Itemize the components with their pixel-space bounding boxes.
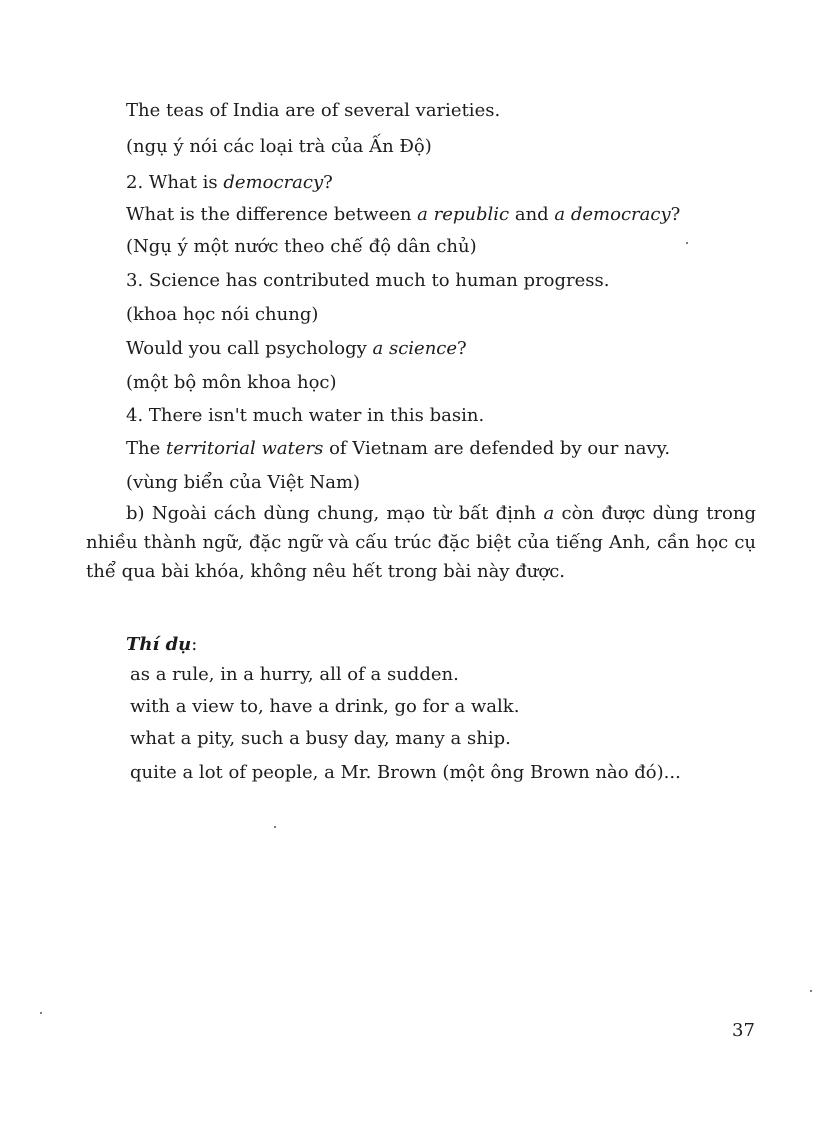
text-line-11 [126,438,670,459]
text-line-3-post: ? [323,172,333,193]
text-line-8-pre: Would you call psychology [126,338,373,359]
example-label-colon: : [191,634,198,655]
scan-speck [40,1012,42,1014]
paragraph-b-pre: b) Ngoài cách dùng chung, mạo từ bất định [126,503,544,524]
paragraph-b [86,499,756,586]
term-a-science: a science [372,338,458,359]
text-line-8-post: ? [457,338,467,359]
text-line-4 [126,204,680,225]
text-line-11-pre: The [126,438,166,459]
text-line-9: (một bộ môn khoa học) [126,372,337,393]
text-line-4-post: ? [670,204,681,225]
text-line-3 [126,172,333,193]
example-line-2: with a view to, have a drink, go for a walk. [130,696,520,717]
text-line-11-post: of Vietnam are defended by our navy. [323,438,671,459]
scan-speck [274,826,276,828]
text-line-2: (ngụ ý nói các loại trà của Ấn Độ) [126,136,432,157]
paragraph-b-post: còn được dùng trong nhiều thành ngữ, đặc ngữ và cấu trúc đặc biệt của tiếng Anh, cần học cụ thể qua bài khóa, không nêu hết trong bài này được. [86,503,757,582]
text-line-12: (vùng biển của Việt Nam) [126,472,361,493]
text-line-4-mid: and [509,204,555,225]
text-line-10: 4. There isn't much water in this basin. [126,405,485,426]
text-line-8 [126,338,467,359]
example-line-3: what a pity, such a busy day, many a ship. [130,728,511,749]
term-a-republic: a republic [417,204,510,225]
scan-speck [810,990,812,992]
example-label [126,634,197,655]
text-line-3-pre: 2. What is [126,172,224,193]
term-a-democracy: a democracy [554,204,671,225]
text-line-5: (Ngụ ý một nước theo chế độ dân chủ) [126,236,477,257]
term-democracy: democracy [223,172,324,193]
text-line-6: 3. Science has contributed much to human progress. [126,270,610,291]
text-line-4-pre: What is the difference between [126,204,418,225]
text-line-7: (khoa học nói chung) [126,304,319,325]
text-line-1: The teas of India are of several varieties. [126,100,501,121]
paragraph-b-term-a: a [543,503,555,524]
scan-speck [686,242,688,244]
example-line-4: quite a lot of people, a Mr. Brown (một ông Brown nào đó)... [130,762,681,783]
term-territorial-waters: territorial waters [165,438,324,459]
page-number: 37 [732,1020,755,1041]
example-line-1: as a rule, in a hurry, all of a sudden. [130,664,459,685]
example-label-text: Thí dụ [126,634,192,655]
